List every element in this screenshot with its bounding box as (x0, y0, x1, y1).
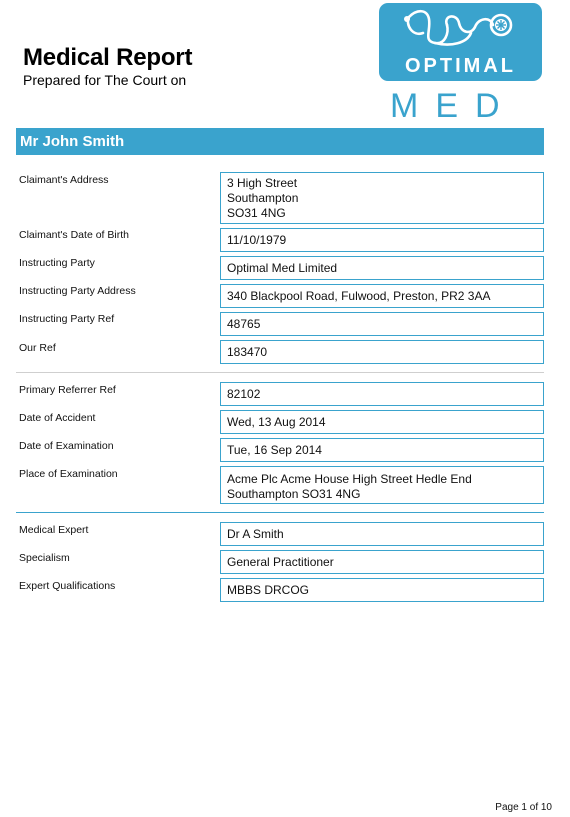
primary-referrer-ref-label: Primary Referrer Ref (19, 384, 116, 396)
logo-word-med: MED (390, 87, 517, 125)
report-header (0, 0, 570, 130)
our-ref-label: Our Ref (19, 342, 56, 354)
date-of-accident-value: Wed, 13 Aug 2014 (220, 410, 544, 434)
optimal-med-logo (379, 3, 542, 81)
expert-qualifications-value: MBBS DRCOG (220, 578, 544, 602)
claimant-address-value (220, 172, 544, 224)
instructing-party-address-value: 340 Blackpool Road, Fulwood, Preston, PR2 3AA (220, 284, 544, 308)
instructing-party-ref-label: Instructing Party Ref (19, 313, 115, 325)
primary-referrer-ref-value: 82102 (220, 382, 544, 406)
claimant-dob-label: Claimant's Date of Birth (19, 229, 129, 241)
page-subtitle: Prepared for The Court on (23, 72, 187, 88)
claimant-address-line-3: SO31 4NG (227, 206, 286, 220)
place-of-examination-line-1: Acme Plc Acme House High Street Hedle End (227, 472, 472, 486)
date-of-examination-value: Tue, 16 Sep 2014 (220, 438, 544, 462)
stethoscope-icon (379, 3, 542, 59)
date-of-examination-label: Date of Examination (19, 440, 114, 452)
medical-expert-value: Dr A Smith (220, 522, 544, 546)
medical-expert-label: Medical Expert (19, 524, 89, 536)
claimant-address-line-1: 3 High Street (227, 176, 298, 190)
instructing-party-value: Optimal Med Limited (220, 256, 544, 280)
our-ref-value: 183470 (220, 340, 544, 364)
place-of-examination-value (220, 466, 544, 504)
date-of-accident-label: Date of Accident (19, 412, 96, 424)
claimant-dob-value: 11/10/1979 (220, 228, 544, 252)
section-divider-blue (16, 512, 544, 513)
place-of-examination-label: Place of Examination (19, 468, 118, 480)
claimant-address-line-2: Southampton (227, 191, 299, 205)
section-divider (16, 372, 544, 373)
instructing-party-label: Instructing Party (19, 257, 95, 269)
page-title: Medical Report (23, 44, 193, 71)
place-of-examination-line-2: Southampton SO31 4NG (227, 487, 361, 501)
claimant-name-bar: Mr John Smith (16, 128, 544, 155)
specialism-value: General Practitioner (220, 550, 544, 574)
specialism-label: Specialism (19, 552, 70, 564)
instructing-party-address-label: Instructing Party Address (19, 285, 136, 297)
expert-qualifications-label: Expert Qualifications (19, 580, 116, 592)
instructing-party-ref-value: 48765 (220, 312, 544, 336)
logo-word-optimal: OPTIMAL (405, 55, 516, 77)
page-number: Page 1 of 10 (495, 802, 552, 813)
claimant-address-label: Claimant's Address (19, 174, 109, 186)
